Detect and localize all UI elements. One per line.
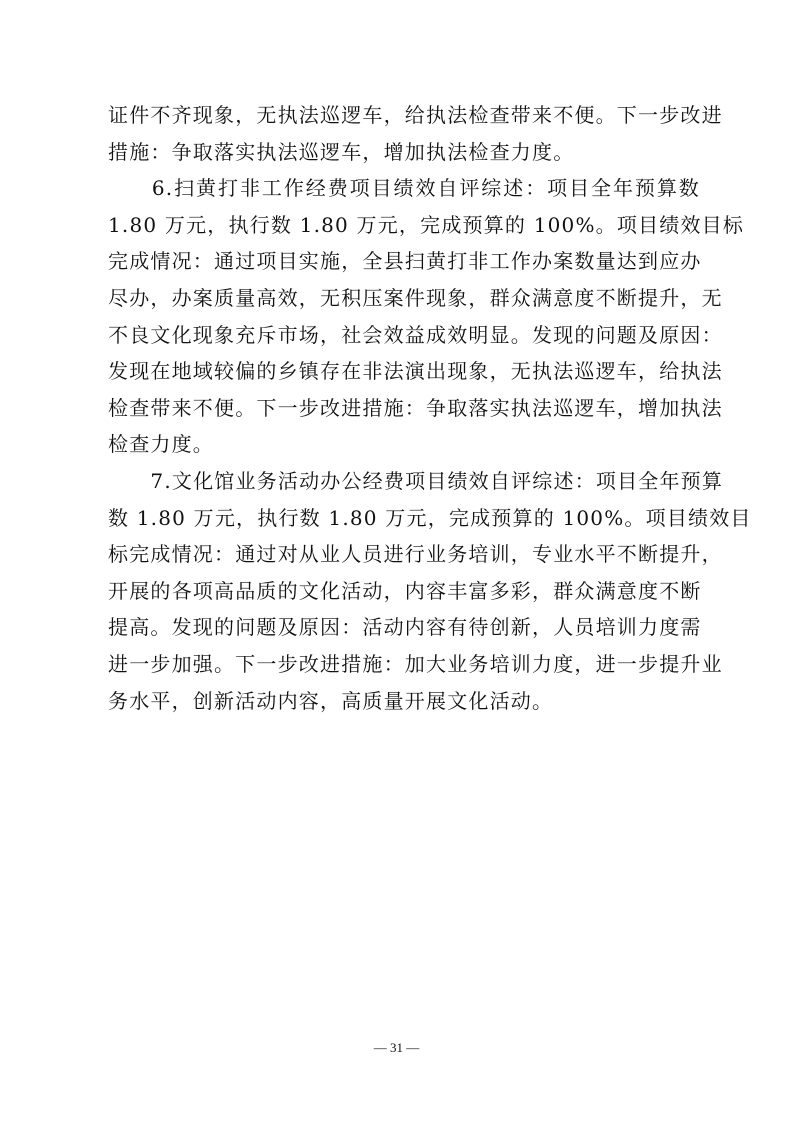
text-line: 提高。发现的问题及原因：活动内容有待创新，人员培训力度需 [108,615,702,640]
text-line: 证件不齐现象，无执法巡逻车，给执法检查带来不便。下一步改进 [108,103,723,127]
text-line: 6.扫黄打非工作经费项目绩效自评综述：项目全年预算数 [108,176,700,201]
text-line: 1.80 万元，执行数 1.80 万元，完成预算的 100%。项目绩效目标 [108,212,745,237]
text-line: 开展的各项高品质的文化活动，内容丰富多彩，群众满意度不断 [108,578,702,603]
text-line: 检查带来不便。下一步改进措施：争取落实执法巡逻车，增加执法 [108,395,723,420]
document-body [108,97,752,719]
paragraph-item-6 [108,170,745,463]
page-number: — 31 — [373,1040,420,1055]
text-line: 进一步加强。下一步改进措施：加大业务培训力度，进一步提升业 [108,651,723,676]
text-line: 7.文化馆业务活动办公经费项目绩效自评综述：项目全年预算 [108,468,724,493]
paragraph-item-7 [108,463,752,719]
text-line: 尽办，办案质量高效，无积压案件现象，群众满意度不断提升，无 [108,285,723,310]
paragraph-continuation [108,97,723,170]
text-line: 措施：争取落实执法巡逻车，增加执法检查力度。 [108,139,575,164]
text-line: 检查力度。 [108,432,214,457]
text-line: 发现在地域较偏的乡镇存在非法演出现象，无执法巡逻车，给执法 [108,359,723,384]
text-line: 务水平，创新活动内容，高质量开展文化活动。 [108,688,554,713]
text-line: 标完成情况：通过对从业人员进行业务培训，专业水平不断提升， [108,542,723,567]
text-line: 完成情况：通过项目实施，全县扫黄打非工作办案数量达到应办 [108,249,702,274]
text-line: 不良文化现象充斥市场，社会效益成效明显。发现的问题及原因： [108,322,723,347]
text-line: 数 1.80 万元，执行数 1.80 万元，完成预算的 100%。项目绩效目 [108,505,752,530]
